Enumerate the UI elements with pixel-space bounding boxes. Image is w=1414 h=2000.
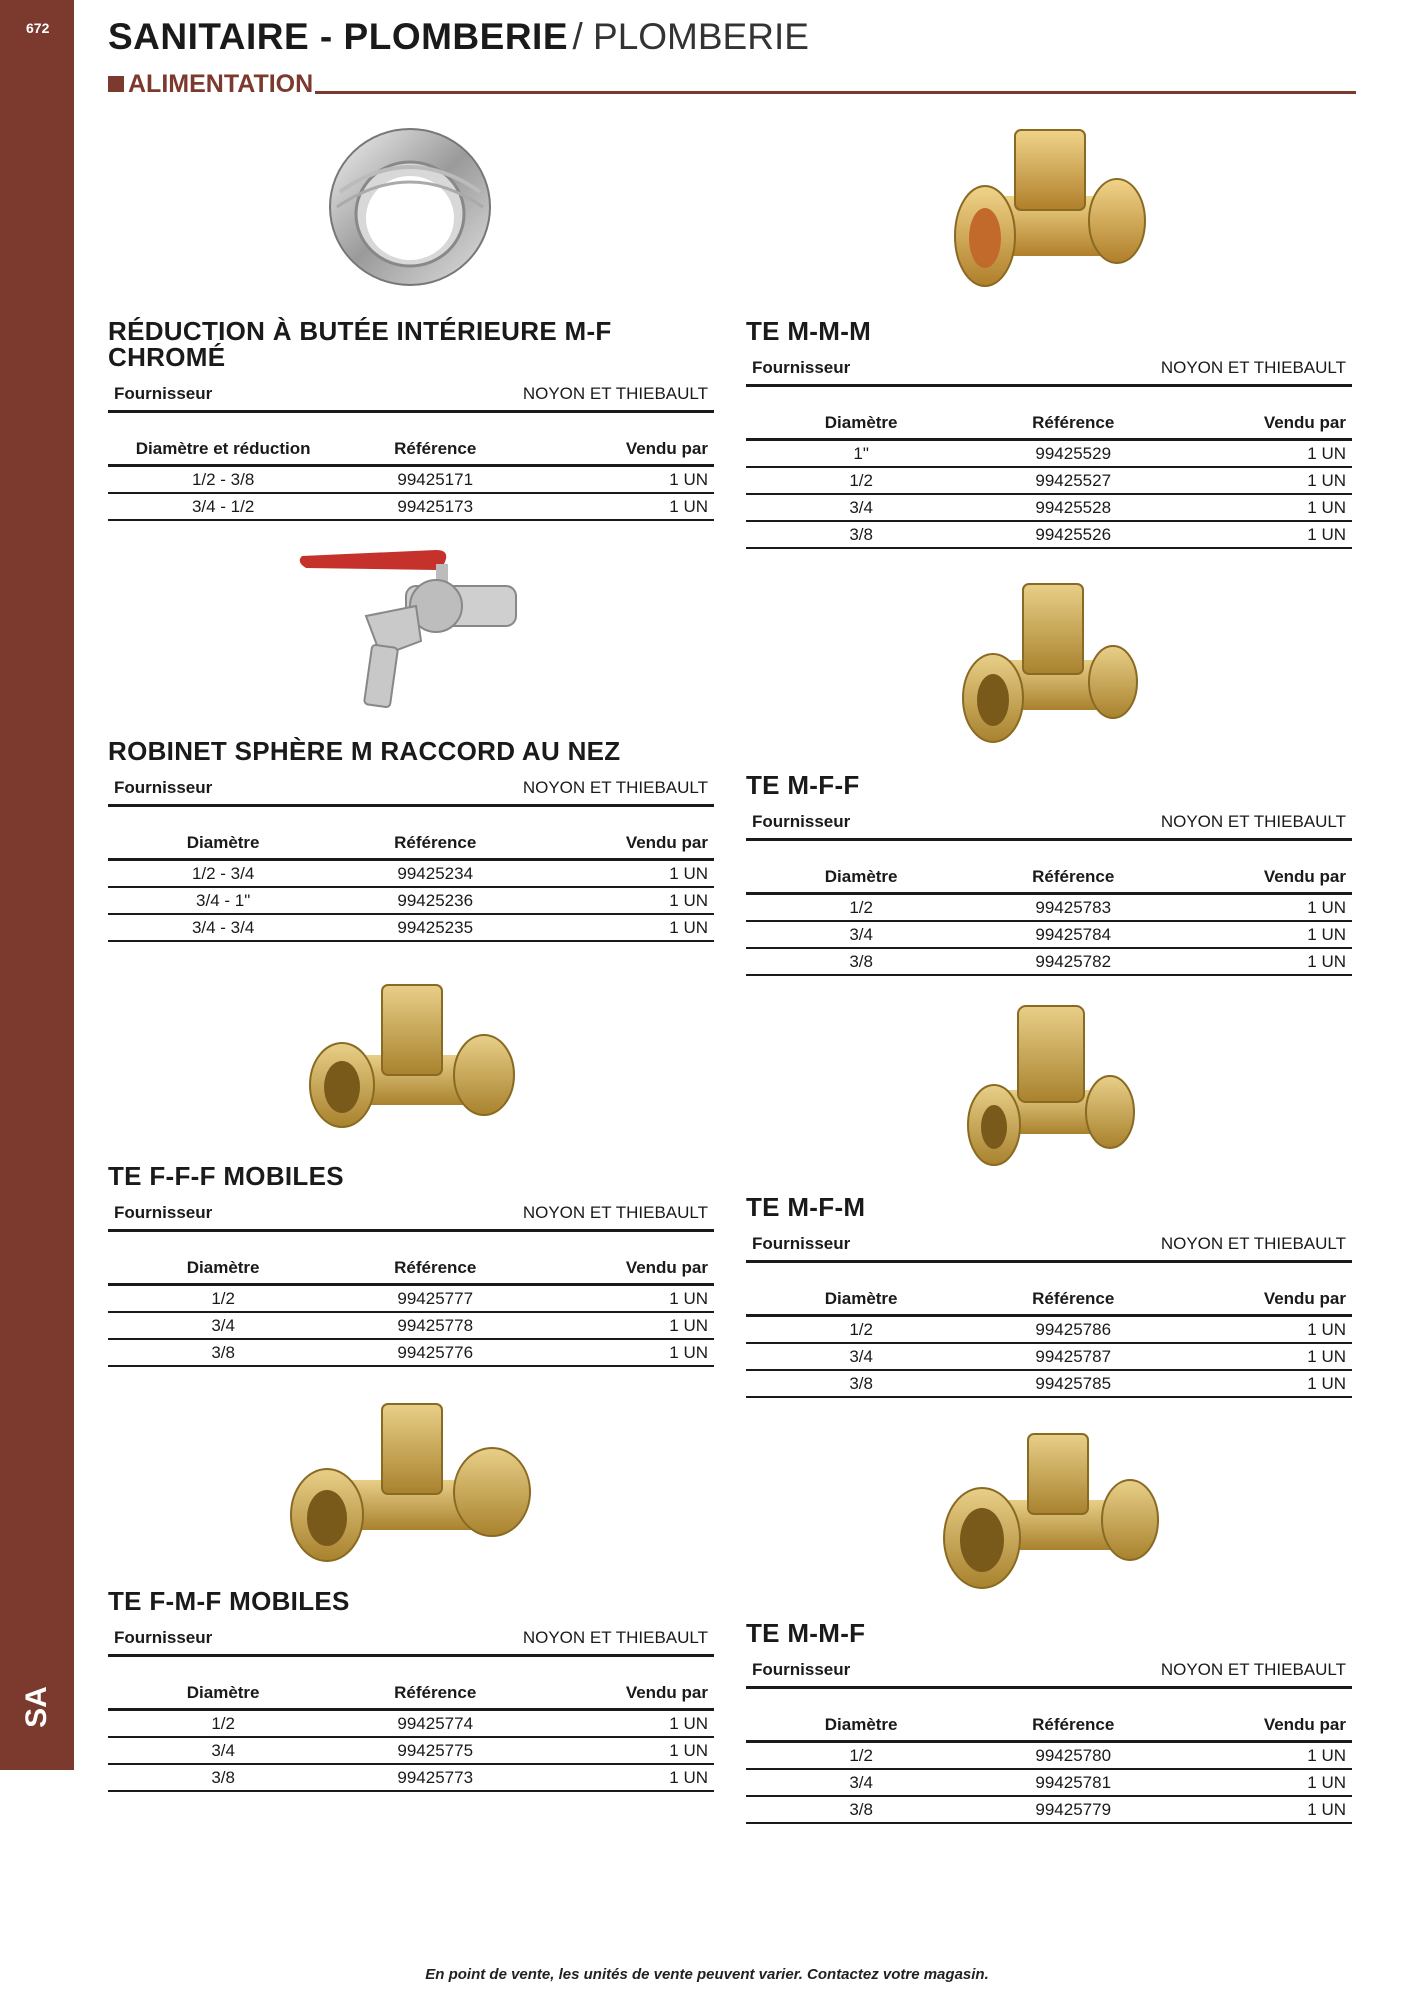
product-table [746, 861, 1352, 976]
cell-reference: 99425783 [976, 894, 1170, 922]
product-block [108, 1588, 714, 1792]
col-header-sold-by: Vendu par [1170, 407, 1352, 440]
cell-diameter: 3/4 [108, 1312, 338, 1339]
cell-sold-by: 1 UN [532, 493, 714, 520]
brass-tee-icon-mmm [945, 126, 1155, 296]
cell-reference: 99425775 [338, 1737, 532, 1764]
supplier-label: Fournisseur [752, 358, 851, 377]
cell-diameter: 3/4 - 1/2 [108, 493, 338, 520]
category-bar [108, 68, 1356, 96]
cell-sold-by: 1 UN [1170, 1769, 1352, 1796]
table-row [746, 467, 1352, 494]
table-row [108, 1339, 714, 1366]
cell-reference: 99425781 [976, 1769, 1170, 1796]
col-header-reference: Référence [976, 861, 1170, 894]
table-row [746, 1742, 1352, 1770]
cell-reference: 99425528 [976, 494, 1170, 521]
cell-sold-by: 1 UN [1170, 440, 1352, 468]
cell-reference: 99425235 [338, 914, 532, 941]
cell-diameter: 3/8 [746, 1370, 976, 1397]
supplier-label: Fournisseur [114, 1628, 213, 1647]
category-label: ALIMENTATION [128, 70, 314, 98]
col-header-sold-by: Vendu par [532, 1252, 714, 1285]
table-row [108, 1710, 714, 1738]
cell-sold-by: 1 UN [1170, 1742, 1352, 1770]
cell-reference: 99425526 [976, 521, 1170, 548]
cell-reference: 99425787 [976, 1343, 1170, 1370]
cell-diameter: 3/8 [108, 1339, 338, 1366]
cell-sold-by: 1 UN [532, 887, 714, 914]
product-table [746, 407, 1352, 549]
supplier-row [108, 1203, 714, 1232]
col-header-diameter: Diamètre [108, 827, 338, 860]
cell-sold-by: 1 UN [532, 1312, 714, 1339]
col-header-diameter: Diamètre et réduction [108, 433, 338, 466]
cell-reference: 99425773 [338, 1764, 532, 1791]
supplier-name: NOYON ET THIEBAULT [1160, 358, 1346, 377]
cell-sold-by: 1 UN [532, 914, 714, 941]
cell-sold-by: 1 UN [532, 1339, 714, 1366]
product-title: ROBINET SPHÈRE M RACCORD AU NEZ [108, 736, 621, 766]
supplier-label: Fournisseur [114, 778, 213, 797]
col-header-sold-by: Vendu par [1170, 1283, 1352, 1316]
product-title: TE F-F-F MOBILES [108, 1161, 344, 1191]
table-row [746, 921, 1352, 948]
table-row [746, 1370, 1352, 1397]
supplier-name: NOYON ET THIEBAULT [1160, 1234, 1346, 1253]
cell-sold-by: 1 UN [532, 1285, 714, 1313]
table-row [746, 440, 1352, 468]
cell-diameter: 3/8 [746, 1796, 976, 1823]
cell-diameter: 1/2 [108, 1710, 338, 1738]
cell-diameter: 3/4 [746, 921, 976, 948]
cell-diameter: 3/4 [746, 494, 976, 521]
supplier-label: Fournisseur [752, 812, 851, 831]
cell-diameter: 1/2 [746, 467, 976, 494]
table-row [746, 1343, 1352, 1370]
product-table [108, 827, 714, 942]
table-row [746, 521, 1352, 548]
cell-diameter: 3/4 - 3/4 [108, 914, 338, 941]
chrome-reducer-icon [325, 122, 495, 292]
cell-reference: 99425778 [338, 1312, 532, 1339]
cell-sold-by: 1 UN [532, 860, 714, 888]
supplier-row [746, 812, 1352, 841]
supplier-name: NOYON ET THIEBAULT [1160, 812, 1346, 831]
supplier-name: NOYON ET THIEBAULT [522, 1203, 708, 1222]
table-row [108, 860, 714, 888]
table-row [108, 1285, 714, 1313]
supplier-row [746, 1660, 1352, 1689]
cell-sold-by: 1 UN [532, 1737, 714, 1764]
table-row [746, 1316, 1352, 1344]
supplier-row [746, 358, 1352, 387]
brass-tee-icon-mff [955, 580, 1145, 750]
footer-note: En point de vente, les unités de vente peuvent varier. Contactez votre magasin. [425, 1966, 989, 1983]
product-block [746, 318, 1352, 549]
supplier-row [108, 1628, 714, 1657]
cell-diameter: 1/2 - 3/4 [108, 860, 338, 888]
col-header-reference: Référence [338, 1677, 532, 1710]
product-table [108, 1252, 714, 1367]
col-header-reference: Référence [338, 433, 532, 466]
cell-reference: 99425171 [338, 466, 532, 494]
page-subtitle: / PLOMBERIE [572, 16, 809, 57]
table-row [108, 887, 714, 914]
col-header-sold-by: Vendu par [532, 827, 714, 860]
cell-sold-by: 1 UN [1170, 1343, 1352, 1370]
cell-diameter: 3/8 [108, 1764, 338, 1791]
cell-diameter: 3/4 - 1" [108, 887, 338, 914]
cell-sold-by: 1 UN [1170, 1370, 1352, 1397]
ball-valve-icon [296, 546, 526, 716]
product-title: TE F-M-F MOBILES [108, 1586, 350, 1616]
cell-reference: 99425782 [976, 948, 1170, 975]
col-header-sold-by: Vendu par [532, 1677, 714, 1710]
cell-sold-by: 1 UN [1170, 467, 1352, 494]
cell-reference: 99425236 [338, 887, 532, 914]
cell-reference: 99425779 [976, 1796, 1170, 1823]
product-block [746, 1194, 1352, 1398]
product-block [746, 772, 1352, 976]
col-header-reference: Référence [976, 1283, 1170, 1316]
product-table [746, 1283, 1352, 1398]
cell-diameter: 3/8 [746, 521, 976, 548]
section-code: SA [20, 1686, 53, 1728]
col-header-reference: Référence [338, 1252, 532, 1285]
product-block [108, 1163, 714, 1367]
cell-diameter: 1/2 [746, 1316, 976, 1344]
section-sidebar [0, 0, 74, 1770]
col-header-diameter: Diamètre [746, 1283, 976, 1316]
product-block [108, 738, 714, 942]
col-header-diameter: Diamètre [108, 1677, 338, 1710]
supplier-name: NOYON ET THIEBAULT [522, 778, 708, 797]
product-title: RÉDUCTION À BUTÉE INTÉRIEURE M-F CHROMÉ [108, 316, 612, 372]
col-header-diameter: Diamètre [746, 861, 976, 894]
cell-diameter: 1/2 [746, 1742, 976, 1770]
cell-diameter: 3/4 [746, 1343, 976, 1370]
table-row [746, 948, 1352, 975]
supplier-label: Fournisseur [752, 1660, 851, 1679]
supplier-name: NOYON ET THIEBAULT [522, 1628, 708, 1647]
table-row [108, 466, 714, 494]
cell-diameter: 3/4 [746, 1769, 976, 1796]
table-row [108, 1737, 714, 1764]
product-title: TE M-M-M [746, 316, 872, 346]
cell-sold-by: 1 UN [1170, 948, 1352, 975]
page-title: SANITAIRE - PLOMBERIE [108, 16, 568, 57]
cell-reference: 99425780 [976, 1742, 1170, 1770]
cell-reference: 99425527 [976, 467, 1170, 494]
page-number: 672 [26, 20, 50, 36]
supplier-label: Fournisseur [752, 1234, 851, 1253]
col-header-reference: Référence [976, 1709, 1170, 1742]
brass-tee-icon-fff [302, 975, 522, 1145]
col-header-diameter: Diamètre [746, 407, 976, 440]
product-title: TE M-M-F [746, 1618, 866, 1648]
col-header-reference: Référence [338, 827, 532, 860]
product-block [108, 318, 714, 521]
table-row [108, 1312, 714, 1339]
table-row [746, 494, 1352, 521]
cell-reference: 99425777 [338, 1285, 532, 1313]
supplier-row [746, 1234, 1352, 1263]
cell-reference: 99425786 [976, 1316, 1170, 1344]
cell-reference: 99425529 [976, 440, 1170, 468]
category-rule [315, 91, 1356, 94]
category-square [108, 76, 124, 92]
table-row [746, 894, 1352, 922]
table-row [108, 914, 714, 941]
cell-sold-by: 1 UN [532, 1710, 714, 1738]
cell-sold-by: 1 UN [532, 1764, 714, 1791]
product-table [108, 1677, 714, 1792]
product-title: TE M-F-F [746, 770, 860, 800]
cell-sold-by: 1 UN [1170, 894, 1352, 922]
cell-diameter: 1" [746, 440, 976, 468]
product-table [746, 1709, 1352, 1824]
col-header-diameter: Diamètre [108, 1252, 338, 1285]
cell-diameter: 1/2 [746, 894, 976, 922]
cell-sold-by: 1 UN [1170, 494, 1352, 521]
product-title: TE M-F-M [746, 1192, 866, 1222]
brass-tee-icon-mmf [938, 1430, 1168, 1600]
supplier-row [108, 384, 714, 413]
col-header-sold-by: Vendu par [532, 433, 714, 466]
brass-tee-icon-fmf [282, 1400, 542, 1575]
col-header-reference: Référence [976, 407, 1170, 440]
cell-sold-by: 1 UN [1170, 521, 1352, 548]
cell-reference: 99425774 [338, 1710, 532, 1738]
cell-reference: 99425173 [338, 493, 532, 520]
brass-tee-icon-mfm [960, 1000, 1140, 1175]
product-table [108, 433, 714, 521]
page-header [108, 16, 1358, 58]
supplier-row [108, 778, 714, 807]
cell-diameter: 1/2 - 3/8 [108, 466, 338, 494]
cell-reference: 99425776 [338, 1339, 532, 1366]
table-row [108, 493, 714, 520]
cell-diameter: 3/8 [746, 948, 976, 975]
cell-reference: 99425785 [976, 1370, 1170, 1397]
table-row [746, 1769, 1352, 1796]
supplier-name: NOYON ET THIEBAULT [1160, 1660, 1346, 1679]
cell-reference: 99425784 [976, 921, 1170, 948]
col-header-sold-by: Vendu par [1170, 1709, 1352, 1742]
cell-sold-by: 1 UN [532, 466, 714, 494]
cell-reference: 99425234 [338, 860, 532, 888]
col-header-diameter: Diamètre [746, 1709, 976, 1742]
supplier-label: Fournisseur [114, 384, 213, 403]
cell-diameter: 1/2 [108, 1285, 338, 1313]
cell-sold-by: 1 UN [1170, 1316, 1352, 1344]
supplier-name: NOYON ET THIEBAULT [522, 384, 708, 403]
cell-diameter: 3/4 [108, 1737, 338, 1764]
table-row [108, 1764, 714, 1791]
table-row [746, 1796, 1352, 1823]
product-block [746, 1620, 1352, 1824]
col-header-sold-by: Vendu par [1170, 861, 1352, 894]
cell-sold-by: 1 UN [1170, 1796, 1352, 1823]
cell-sold-by: 1 UN [1170, 921, 1352, 948]
supplier-label: Fournisseur [114, 1203, 213, 1222]
